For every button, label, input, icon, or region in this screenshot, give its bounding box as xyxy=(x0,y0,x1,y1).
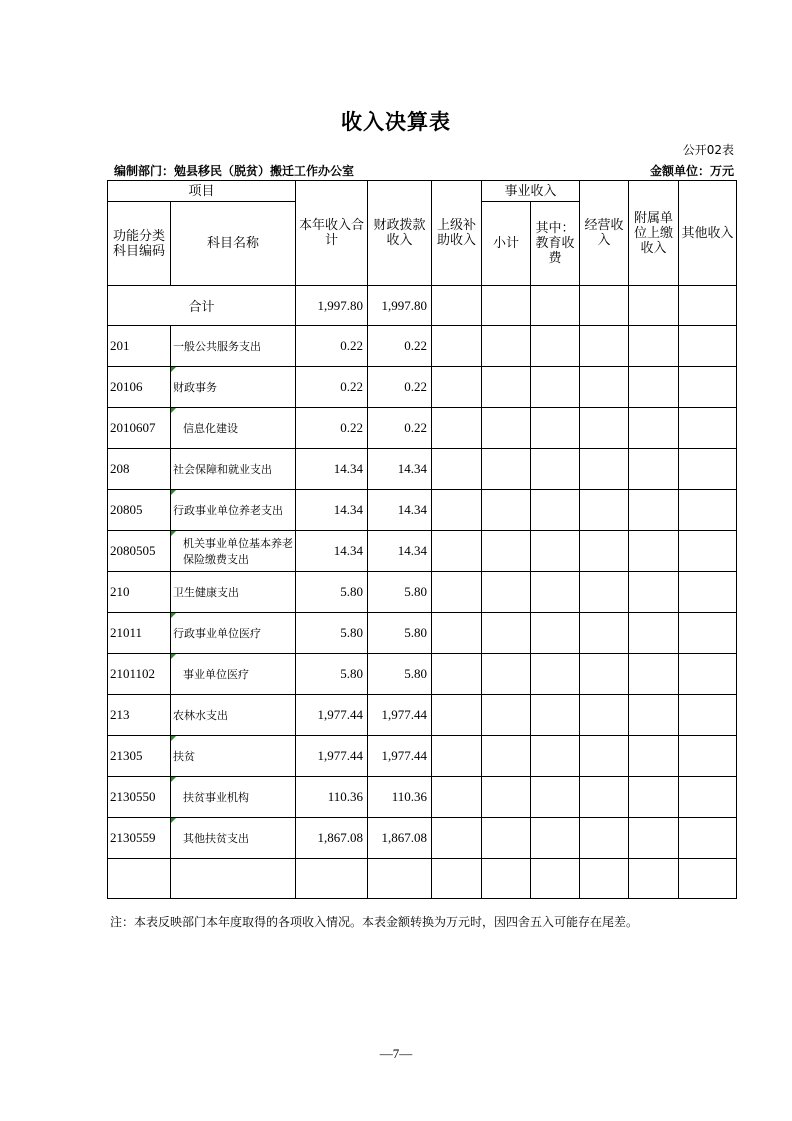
row-name-text: 农林水支出 xyxy=(173,709,228,722)
row-code: 201 xyxy=(108,326,171,367)
row-name-text: 行政事业单位养老支出 xyxy=(173,504,283,517)
cell-marker-icon xyxy=(171,613,176,618)
row-subject-name xyxy=(171,449,296,490)
row-code: 2130550 xyxy=(108,777,171,818)
row-total-income: 1,977.44 xyxy=(296,736,368,777)
row-total-income: 5.80 xyxy=(296,572,368,613)
row-name-text: 机关事业单位基本养老保险缴费支出 xyxy=(183,537,293,566)
header-operating: 经营收入 xyxy=(580,181,629,286)
row-subject-name xyxy=(171,613,296,654)
row-code: 20805 xyxy=(108,490,171,531)
blank-row xyxy=(108,859,737,899)
row-code: 2130559 xyxy=(108,818,171,859)
row-code: 208 xyxy=(108,449,171,490)
row-code: 2010607 xyxy=(108,408,171,449)
row-total-income: 5.80 xyxy=(296,613,368,654)
header-fiscal: 财政拨款收入 xyxy=(368,181,432,286)
row-total-income: 14.34 xyxy=(296,490,368,531)
table-row xyxy=(108,572,737,613)
footnote: 注：本表反映部门本年度取得的各项收入情况。本表金额转换为万元时，因四舍五入可能存在尾差。 xyxy=(110,915,639,929)
row-name-text: 扶贫事业机构 xyxy=(183,791,249,804)
row-subject-name xyxy=(171,695,296,736)
row-name-text: 行政事业单位医疗 xyxy=(173,627,261,640)
table-row xyxy=(108,449,737,490)
table-row xyxy=(108,736,737,777)
table-row xyxy=(108,408,737,449)
row-subject-name xyxy=(171,818,296,859)
row-subject-name xyxy=(171,490,296,531)
row-total-income: 0.22 xyxy=(296,326,368,367)
cell-marker-icon xyxy=(171,367,176,372)
income-table xyxy=(107,180,737,899)
row-fiscal: 5.80 xyxy=(368,572,432,613)
table-row xyxy=(108,531,737,572)
cell-marker-icon xyxy=(171,531,176,536)
cell-marker-icon xyxy=(171,490,176,495)
row-name-text: 事业单位医疗 xyxy=(183,668,249,681)
header-other: 其他收入 xyxy=(679,181,737,286)
row-code: 210 xyxy=(108,572,171,613)
cell-marker-icon xyxy=(171,818,176,823)
row-fiscal: 1,977.44 xyxy=(368,695,432,736)
header-edu: 其中：教育收费 xyxy=(531,202,580,286)
row-name-text: 财政事务 xyxy=(173,381,217,394)
row-name-text: 信息化建设 xyxy=(183,422,238,435)
total-income: 1,997.80 xyxy=(296,286,368,326)
header-affiliated: 附属单位上缴收入 xyxy=(629,181,679,286)
department: 编制部门：勉县移民（脱贫）搬迁工作办公室 xyxy=(114,164,355,178)
row-subject-name xyxy=(171,367,296,408)
header-func-code: 功能分类科目编码 xyxy=(108,202,171,286)
row-fiscal: 14.34 xyxy=(368,490,432,531)
header-superior: 上级补助收入 xyxy=(432,181,482,286)
row-name-text: 社会保障和就业支出 xyxy=(173,463,272,476)
row-total-income: 5.80 xyxy=(296,654,368,695)
row-code: 213 xyxy=(108,695,171,736)
row-total-income: 14.34 xyxy=(296,531,368,572)
table-row xyxy=(108,613,737,654)
row-fiscal: 1,977.44 xyxy=(368,736,432,777)
total-row xyxy=(108,286,737,326)
table-number: 公开02表 xyxy=(682,143,734,157)
row-subject-name xyxy=(171,654,296,695)
table-row xyxy=(108,818,737,859)
row-fiscal: 14.34 xyxy=(368,449,432,490)
table-row xyxy=(108,326,737,367)
row-subject-name xyxy=(171,408,296,449)
row-fiscal: 0.22 xyxy=(368,408,432,449)
row-fiscal: 0.22 xyxy=(368,367,432,408)
row-fiscal: 14.34 xyxy=(368,531,432,572)
table-row xyxy=(108,654,737,695)
row-total-income: 110.36 xyxy=(296,777,368,818)
table-row xyxy=(108,367,737,408)
page-title: 收入决算表 xyxy=(341,110,451,134)
row-subject-name xyxy=(171,326,296,367)
row-code: 2101102 xyxy=(108,654,171,695)
page-number: —7— xyxy=(379,1046,413,1061)
header-total-income: 本年收入合计 xyxy=(296,181,368,286)
row-total-income: 0.22 xyxy=(296,367,368,408)
row-total-income: 0.22 xyxy=(296,408,368,449)
row-fiscal: 110.36 xyxy=(368,777,432,818)
total-fiscal: 1,997.80 xyxy=(368,286,432,326)
row-code: 20106 xyxy=(108,367,171,408)
table-row xyxy=(108,695,737,736)
header-project: 项目 xyxy=(108,181,296,202)
header-subject-name: 科目名称 xyxy=(171,202,296,286)
row-name-text: 其他扶贫支出 xyxy=(183,832,249,845)
row-name-text: 卫生健康支出 xyxy=(173,586,239,599)
row-subject-name xyxy=(171,736,296,777)
row-fiscal: 1,867.08 xyxy=(368,818,432,859)
row-total-income: 14.34 xyxy=(296,449,368,490)
cell-marker-icon xyxy=(171,654,176,659)
row-subject-name xyxy=(171,531,296,572)
cell-marker-icon xyxy=(171,777,176,782)
row-code: 21011 xyxy=(108,613,171,654)
total-label: 合计 xyxy=(108,286,296,326)
row-code: 2080505 xyxy=(108,531,171,572)
row-fiscal: 0.22 xyxy=(368,326,432,367)
row-fiscal: 5.80 xyxy=(368,654,432,695)
cell-marker-icon xyxy=(171,736,176,741)
table-row xyxy=(108,490,737,531)
table-row xyxy=(108,777,737,818)
row-code: 21305 xyxy=(108,736,171,777)
cell-marker-icon xyxy=(171,408,176,413)
row-subject-name xyxy=(171,777,296,818)
header-business: 事业收入 xyxy=(482,181,580,202)
row-subject-name xyxy=(171,572,296,613)
row-fiscal: 5.80 xyxy=(368,613,432,654)
row-total-income: 1,977.44 xyxy=(296,695,368,736)
row-name-text: 扶贫 xyxy=(173,750,195,763)
row-total-income: 1,867.08 xyxy=(296,818,368,859)
amount-unit: 金额单位：万元 xyxy=(649,164,734,178)
row-name-text: 一般公共服务支出 xyxy=(173,340,261,353)
header-subtotal: 小计 xyxy=(482,202,531,286)
